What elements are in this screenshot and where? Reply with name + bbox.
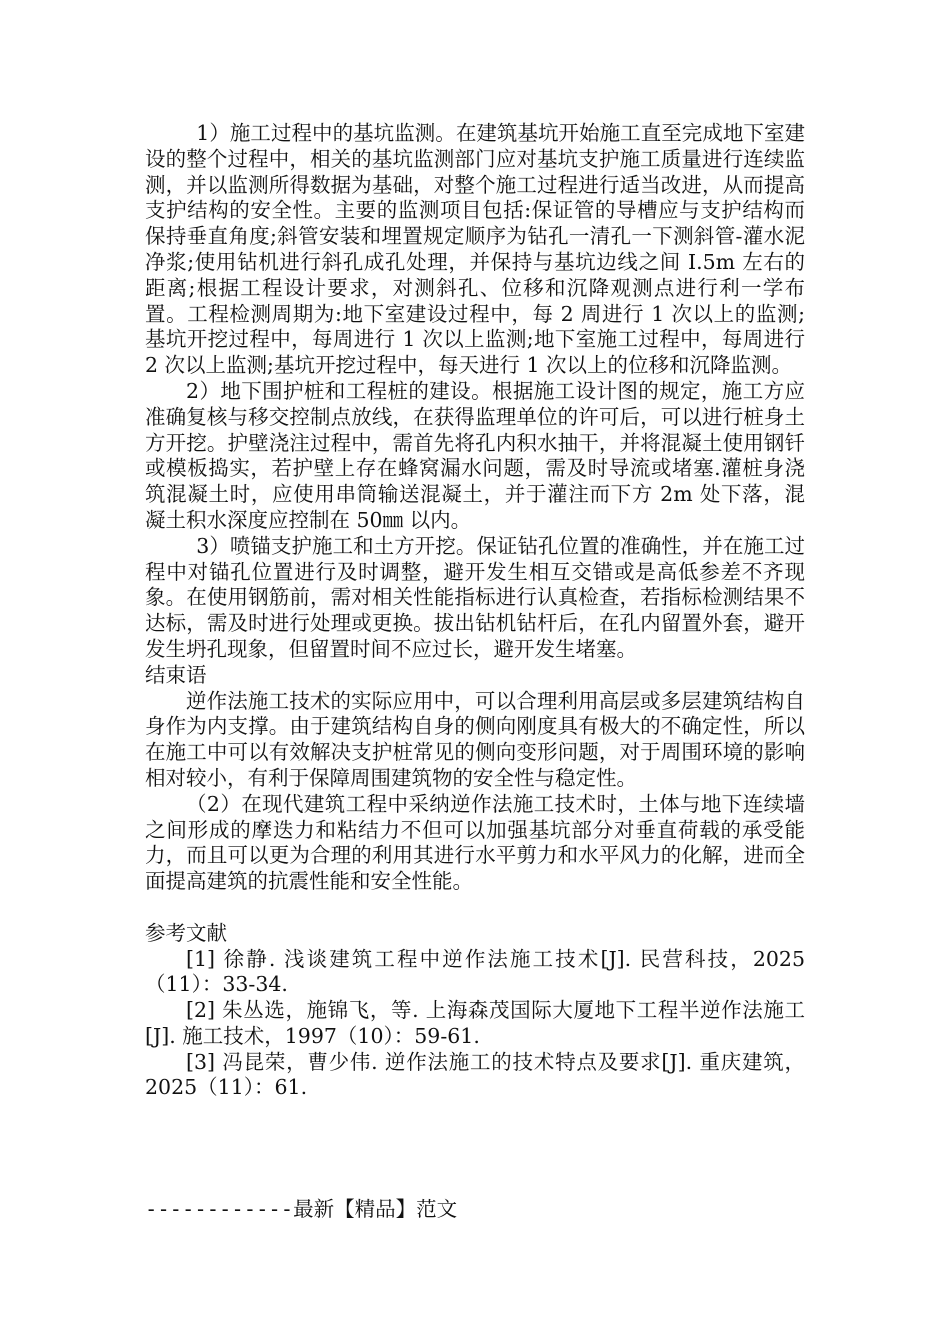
paragraph-shotcrete-anchoring: 3）喷锚支护施工和土方开挖。保证钻孔位置的准确性，并在施工过程中对锚孔位置进行及时调整，避开发生相互交错或是高低参差不齐现象。在使用钢筋前，需对相关性能指标进行认真检查，若指标检测结果不达标，需及时进行处理或更换。拔出钻机钻杆后，在孔内留置外套，避开发生坍孔现象，但留置时间不应过长，避开发生堵塞。 [145,533,805,661]
reference-item: [1] 徐静. 浅谈建筑工程中逆作法施工技术[J]. 民营科技，2025（11）：33-34. [145,946,805,997]
blank-line [145,895,805,921]
conclusion-paragraph-1: 逆作法施工技术的实际应用中，可以合理利用高层或多层建筑结构自身作为内支撑。由于建筑结构自身的侧向刚度具有极大的不确定性，所以在施工中可以有效解决支护桩常见的侧向变形问题，对于周围环境的影响相对较小，有利于保障周围建筑物的安全性与稳定性。 [145,688,805,790]
references-heading: 参考文献 [145,920,227,945]
conclusion-heading: 结束语 [145,662,207,687]
footer-label: 最新【精品】范文 [293,1197,458,1221]
footer-dashes: ------------ [145,1197,294,1221]
conclusion-paragraph-2: （2）在现代建筑工程中采纳逆作法施工技术时，土体与地下连续墙之间形成的摩迭力和粘结力不但可以加强基坑部分对垂直荷载的承受能力，而且可以更为合理的利用其进行水平剪力和水平风力的化解，进而全面提高建筑的抗震性能和安全性能。 [145,791,805,894]
paragraph-foundation-monitoring: 1）施工过程中的基坑监测。在建筑基坑开始施工直至完成地下室建设的整个过程中，相关的基坑监测部门应对基坑支护施工质量进行连续监测，并以监测所得数据为基础，对整个施工过程进行适当改进，从而提高支护结构的安全性。主要的监测项目包括:保证管的导槽应与支护结构而保持垂直角度;斜管安装和埋置规定顺序为钻孔一清孔一下测斜管-灌水泥净浆;使用钻机进行斜孔成孔处理，并保持与基坑边线之间 I.5m 左右的距离;根据工程设计要求，对测斜孔、位移和沉降观测点进行利一学布置。工程检测周期为:地下室建设过程中，每 2 周进行 1 次以上的监测;基坑开挖过程中，每周进行 1 次以上监测;地下室施工过程中，每周进行 2 次以上监测;基坑开挖过程中，每天进行 1 次以上的位移和沉降监测。 [145,121,805,378]
paragraph-retaining-piles: 2）地下围护桩和工程桩的建设。根据施工设计图的规定，施工方应准确复核与移交控制点放线，在获得监理单位的许可后，可以进行桩身土方开挖。护壁浇注过程中，需首先将孔内积水抽干，并将混凝土使用钢钎或模板捣实，若护壁上存在蜂窝漏水问题，需及时导流或堵塞.灌桩身浇筑混凝土时，应使用串筒输送混凝土，并于灌注而下方 2m 处下落，混凝土积水深度应控制在 50㎜ 以内。 [145,378,805,532]
reference-item: [2] 朱丛选，施锦飞，等. 上海森茂国际大厦地下工程半逆作法施工[J]. 施工技术，1997（10）：59-61. [145,998,805,1048]
reference-item: [3] 冯昆荣，曹少伟. 逆作法施工的技术特点及要求[J]. 重庆建筑，2025（11）：61. [145,1049,805,1100]
document-body [145,121,805,1101]
page-footer [145,1196,457,1222]
